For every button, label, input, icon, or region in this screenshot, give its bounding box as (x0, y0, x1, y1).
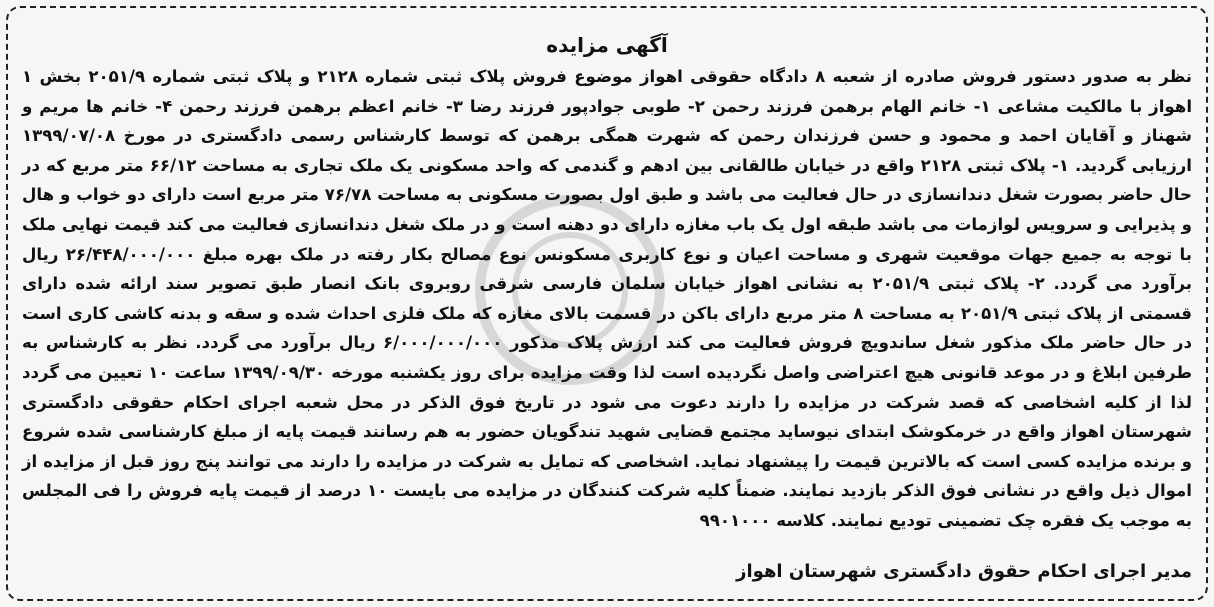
notice-content (22, 30, 1192, 536)
notice-title: آگهی مزایده (546, 33, 668, 57)
notice-body: نظر به صدور دستور فروش صادره از شعبه ۸ دادگاه حقوقی اهواز موضوع فروش پلاک ثبتی شماره ۲۱۲۸ و پلاک ثبتی شماره ۲۰۵۱/۹ بخش ۱ اهواز با مالکیت مشاعی ۱- خانم الهام برهمن فرزند رحمن ۲- طوبی جوادپور فرزند رضا ۳- خانم اعظم برهمن فرزند رحمن ۴- خانم ها مریم و شهناز و آقایان احمد و محمود و حسن فرزندان رحمن که شهرت همگی برهمن که توسط کارشناس رسمی دادگستری در مورخ ۱۳۹۹/۰۷/۰۸ ارزیابی گردید. ۱- پلاک ثبتی ۲۱۲۸ واقع در خیابان طالقانی بین ادهم و گندمی که واحد مسکونی یک ملک تجاری به مساحت ۶۶/۱۲ متر مربع که در حال حاضر بصورت شغل دندانسازی در حال فعالیت می باشد و طبق اول بصورت مسکونی به مساحت ۷۶/۷۸ متر مربع است دارای دو خواب و هال و پذیرایی و سرویس لوازمات می باشد طبقه اول یک باب مغازه دارای دو دهنه است و در ملک شغل دندانسازی فعالیت می کند قیمت نهایی ملک با توجه به جمیع جهات موقعیت شهری و مساحت اعیان و نوع کاربری مسکونس نوع مصالح بکار رفته در ملک بهره مبلغ ۲۶/۴۴۸/۰۰۰/۰۰۰ ریال برآورد می گردد. ۲- پلاک ثبتی ۲۰۵۱/۹ به نشانی اهواز خیابان سلمان فارسی شرقی روبروی بانک انصار طبق تصویر سند ارائه شده دارای قسمتی از پلاک ثبتی ۲۰۵۱/۹ به مساحت ۸ متر مربع دارای باکن در قسمت بالای مغازه که ملک فلزی احداث شده و سقه و بدنه کاشی کاری است در حال حاضر ملک مذکور شغل ساندویچ فروش فعالیت می کند ارزش پلاک مذکور ۶/۰۰۰/۰۰۰/۰۰۰ ریال برآورد می گردد. نظر به کارشناس به طرفین ابلاغ و در موعد قانونی هیچ اعتراضی واصل نگردیده است لذا وقت مزایده برای روز یکشنبه مورخه ۱۳۹۹/۰۹/۳۰ ساعت ۱۰ تعیین می گردد لذا از کلیه اشخاصی که قصد شرکت در مزایده را دارند دعوت می شود در تاریخ فوق الذکر در محل شعبه اجرای احکام حقوقی دادگستری شهرستان اهواز واقع در خرمکوشک ابتدای نیوساید مجتمع قضایی شهید تندگویان حضور به هم رسانند قیمت پایه از مبلغ کارشناسی شده شروع و برنده مزایده کسی است که بالاترین قیمت را پیشنهاد نماید. اشخاصی که تمایل به شرکت در مزایده را دارند می توانند پنج روز قبل از مزایده از اموال ذیل واقع در نشانی فوق الذکر بازدید نمایند. ضمناً کلیه شرکت کنندگان در مزایده می بایست ۱۰ درصد از قیمت پایه فروش را فی المجلس به موجب یک فقره چک تضمینی تودیع نمایند. کلاسه ۹۹۰۱۰۰۰ (22, 67, 1193, 530)
signature-line: مدیر اجرای احکام حقوق دادگستری شهرستان اهواز (736, 561, 1192, 582)
